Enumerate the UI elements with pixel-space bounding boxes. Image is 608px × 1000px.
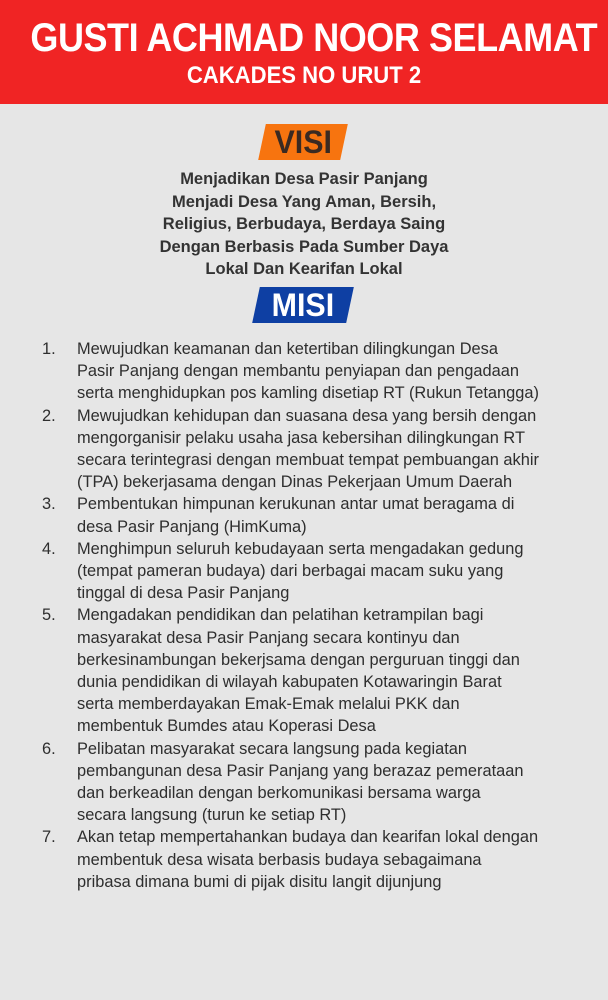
mission-number: 3. bbox=[42, 495, 56, 514]
visi-badge bbox=[262, 124, 344, 160]
vision-line: Menjadikan Desa Pasir Panjang bbox=[180, 170, 428, 188]
mission-line: secara langsung (turun ke setiap RT) bbox=[77, 806, 347, 825]
vision-line: Lokal Dan Kearifan Lokal bbox=[205, 260, 403, 279]
mission-number: 4. bbox=[42, 539, 56, 558]
mission-line: mengorganisir pelaku usaha jasa kebersihan dilingkungan RT bbox=[77, 428, 525, 447]
mission-number: 6. bbox=[42, 739, 56, 758]
visi-heading: VISI bbox=[274, 124, 332, 160]
mission-line: serta memberdayakan Emak-Emak melalui PKK dan bbox=[77, 695, 460, 714]
mission-line: serta menghidupkan pos kamling disetiap RT (Rukun Tetangga) bbox=[77, 384, 539, 403]
misi-badge bbox=[256, 287, 350, 323]
candidate-name: GUSTI ACHMAD NOOR SELAMAT bbox=[30, 16, 598, 60]
mission-number: 2. bbox=[42, 406, 56, 425]
mission-line: Mewujudkan kehidupan dan suasana desa yang bersih dengan bbox=[77, 406, 537, 425]
mission-number: 1. bbox=[42, 340, 56, 358]
mission-item-4 bbox=[42, 538, 582, 605]
mission-line: Mengadakan pendidikan dan pelatihan ketrampilan bagi bbox=[77, 606, 484, 625]
mission-item-7 bbox=[42, 826, 582, 893]
vision-line: Menjadi Desa Yang Aman, Bersih, bbox=[171, 192, 437, 211]
mission-item-1 bbox=[42, 338, 582, 405]
mission-list bbox=[42, 338, 582, 893]
mission-line: membentuk desa wisata berbasis budaya sebagaimana bbox=[77, 850, 482, 869]
mission-line: desa Pasir Panjang (HimKuma) bbox=[77, 517, 307, 536]
mission-line: secara terintegrasi dengan membuat tempat pembuangan akhir bbox=[77, 451, 539, 470]
mission-line: masyarakat desa Pasir Panjang secara kontinyu dan bbox=[77, 628, 460, 647]
mission-text bbox=[77, 405, 582, 494]
candidate-number: CAKADES NO URUT 2 bbox=[186, 62, 422, 89]
mission-text bbox=[77, 338, 582, 405]
mission-number: 5. bbox=[42, 606, 56, 625]
mission-item-3 bbox=[42, 493, 582, 537]
mission-line: Menghimpun seluruh kebudayaan serta mengadakan gedung bbox=[77, 539, 524, 558]
mission-line: Akan tetap mempertahankan budaya dan kearifan lokal dengan bbox=[77, 828, 539, 847]
mission-line: Pasir Panjang dengan membantu penyiapan dan pengadaan bbox=[77, 362, 519, 381]
mission-line: Mewujudkan keamanan dan ketertiban dilingkungan Desa bbox=[77, 340, 498, 358]
mission-text bbox=[77, 738, 582, 827]
mission-text bbox=[77, 538, 582, 605]
header-banner bbox=[0, 0, 608, 104]
mission-line: tinggal di desa Pasir Panjang bbox=[77, 584, 290, 603]
mission-line: dan berkeadilan dengan berkomunikasi bersama warga bbox=[77, 784, 481, 803]
mission-line: pembangunan desa Pasir Panjang yang berazaz pemerataan bbox=[77, 761, 524, 780]
mission-item-5 bbox=[42, 604, 582, 737]
mission-line: membentuk Bumdes atau Koperasi Desa bbox=[77, 717, 376, 736]
misi-heading: MISI bbox=[271, 287, 335, 323]
mission-line: (tempat pameran budaya) dari berbagai macam suku yang bbox=[77, 562, 504, 581]
vision-statement bbox=[100, 168, 508, 281]
mission-number: 7. bbox=[42, 828, 56, 847]
mission-text bbox=[77, 493, 582, 537]
mission-line: dunia pendidikan di wilayah kabupaten Kotawaringin Barat bbox=[77, 673, 502, 692]
mission-item-2 bbox=[42, 405, 582, 494]
mission-line: Pembentukan himpunan kerukunan antar umat beragama di bbox=[77, 495, 515, 514]
mission-text bbox=[77, 826, 582, 893]
mission-line: Pelibatan masyarakat secara langsung pada kegiatan bbox=[77, 739, 467, 758]
mission-text bbox=[77, 604, 582, 737]
mission-line: pribasa dimana bumi di pijak disitu langit dijunjung bbox=[77, 872, 442, 891]
mission-line: (TPA) bekerjasama dengan Dinas Pekerjaan Umum Daerah bbox=[77, 473, 513, 492]
mission-item-6 bbox=[42, 738, 582, 827]
mission-line: berkesinambungan bekerjsama dengan perguruan tinggi dan bbox=[77, 650, 520, 669]
vision-line: Dengan Berbasis Pada Sumber Daya bbox=[159, 237, 449, 256]
vision-line: Religius, Berbudaya, Berdaya Saing bbox=[162, 215, 446, 234]
